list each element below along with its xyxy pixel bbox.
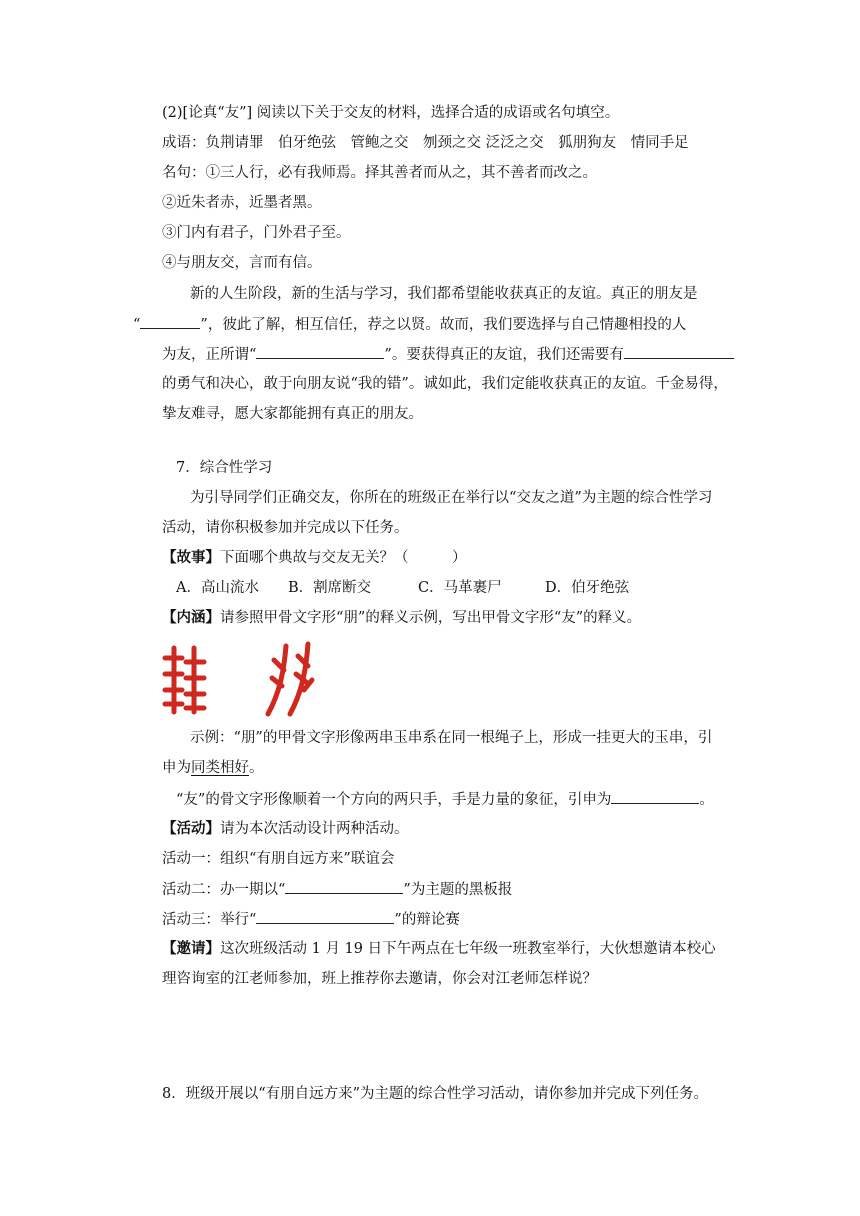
q8-text: 8．班级开展以“有朋自远方来”为主题的综合性学习活动，请你参加并完成下列任务。 [162, 1086, 709, 1102]
passage-line-2 [133, 314, 686, 335]
example-answer: 同类相好 [191, 760, 249, 776]
passage-line-3-start: 为友，正所谓“ [162, 347, 257, 363]
passage-line-3-mid: ”。要获得真正的友谊，我们还需要有 [384, 347, 624, 363]
example-line-2-start: 申为 [162, 760, 191, 776]
activity-tag: 【活动】 [162, 820, 220, 837]
invite-line-2: 理咨询室的江老师参加，班上推荐你去邀请，你会对江老师怎样说？ [162, 971, 597, 987]
invite-line-1 [162, 939, 716, 959]
activity-3-start: 活动三：举行“ [162, 912, 257, 928]
oracle-bone-glyphs [162, 640, 332, 720]
blank-you-meaning[interactable] [611, 789, 699, 804]
example-line-2 [162, 758, 264, 778]
passage-line-1: 新的人生阶段，新的生活与学习，我们都希望能收获真正的友谊。真正的朋友是 [190, 286, 698, 302]
q6-2-intro: (2)[论真“友”] 阅读以下关于交友的材料，选择合适的成语或名句填空。 [162, 105, 620, 121]
blank-friend-idiom[interactable] [140, 314, 200, 329]
activity-3 [162, 909, 460, 930]
option-a[interactable]: A．高山流水 [176, 580, 259, 596]
quote-2: ②近朱者赤，近墨者黑。 [162, 195, 322, 211]
meaning-tag: 【内涵】 [162, 609, 220, 626]
q7-title: 7．综合性学习 [176, 460, 273, 476]
idiom-list: 成语：负荆请罪 伯牙绝弦 管鲍之交 刎颈之交 泛泛之交 狐朋狗友 情同手足 [162, 135, 689, 151]
example-line-1: 示例：“朋”的甲骨文字形像两串玉串系在同一根绳子上，形成一挂更大的玉串，引 [190, 730, 713, 746]
invite-tag: 【邀请】 [162, 940, 220, 957]
quote-3: ③门内有君子，门外君子至。 [162, 225, 351, 241]
blank-blackboard-theme[interactable] [285, 879, 403, 894]
activity-question [162, 819, 409, 839]
passage-line-3 [162, 344, 734, 365]
story-tag: 【故事】 [162, 549, 220, 566]
oracle-glyph-you [268, 644, 312, 714]
invite-text-1: 这次班级活动 1 月 19 日下午两点在七年级一班教室举行，大伙想邀请本校心 [220, 941, 716, 957]
passage-line-5: 挚友难寻，愿大家都能拥有真正的朋友。 [162, 406, 423, 422]
activity-2-end: ”为主题的黑板报 [403, 882, 513, 898]
passage-line-4: 的勇气和决心，敢于向朋友说“我的错”。诚如此，我们定能收获真正的友谊。千金易得， [162, 376, 728, 392]
option-d[interactable]: D．伯牙绝弦 [545, 580, 630, 596]
you-meaning-line [176, 789, 714, 810]
activity-2 [162, 879, 512, 900]
option-c[interactable]: C．马革裹尸 [418, 580, 502, 596]
story-question [162, 548, 467, 568]
story-question-text: 下面哪个典故与交友无关？（ ） [220, 550, 467, 566]
q7-intro-2: 活动，请你积极参加并完成以下任务。 [162, 520, 409, 536]
blank-famous-quote[interactable] [256, 344, 384, 359]
q7-intro-1: 为引导同学们正确交友，你所在的班级正在举行以“交友之道”为主题的综合性学习 [190, 490, 713, 506]
option-b[interactable]: B．割席断交 [288, 580, 372, 596]
activity-question-text: 请为本次活动设计两种活动。 [220, 821, 409, 837]
oracle-glyph-peng [165, 648, 204, 712]
blank-idiom-courage[interactable] [624, 344, 734, 359]
passage-quote-open: “ [133, 317, 141, 333]
passage-line-2-rest: ”，彼此了解，相互信任，荐之以贤。故而，我们要选择与自己情趣相投的人 [200, 317, 687, 333]
meaning-question-text: 请参照甲骨文字形“朋”的释义示例，写出甲骨文字形“友”的释义。 [220, 610, 642, 626]
activity-3-end: ”的辩论赛 [394, 912, 460, 928]
you-meaning-end: 。 [699, 792, 714, 808]
activity-2-start: 活动二：办一期以“ [162, 882, 286, 898]
activity-1: 活动一：组织“有朋自远方来”联谊会 [162, 851, 395, 867]
blank-debate-topic[interactable] [256, 909, 394, 924]
example-line-2-end: 。 [249, 760, 264, 776]
quote-4: ④与朋友交，言而有信。 [162, 255, 322, 271]
you-meaning-text: “友”的骨文字形像顺着一个方向的两只手，手是力量的象征，引申为 [176, 792, 612, 808]
meaning-question [162, 608, 641, 628]
quote-1: 名句：①三人行，必有我师焉。择其善者而从之，其不善者而改之。 [162, 165, 597, 181]
